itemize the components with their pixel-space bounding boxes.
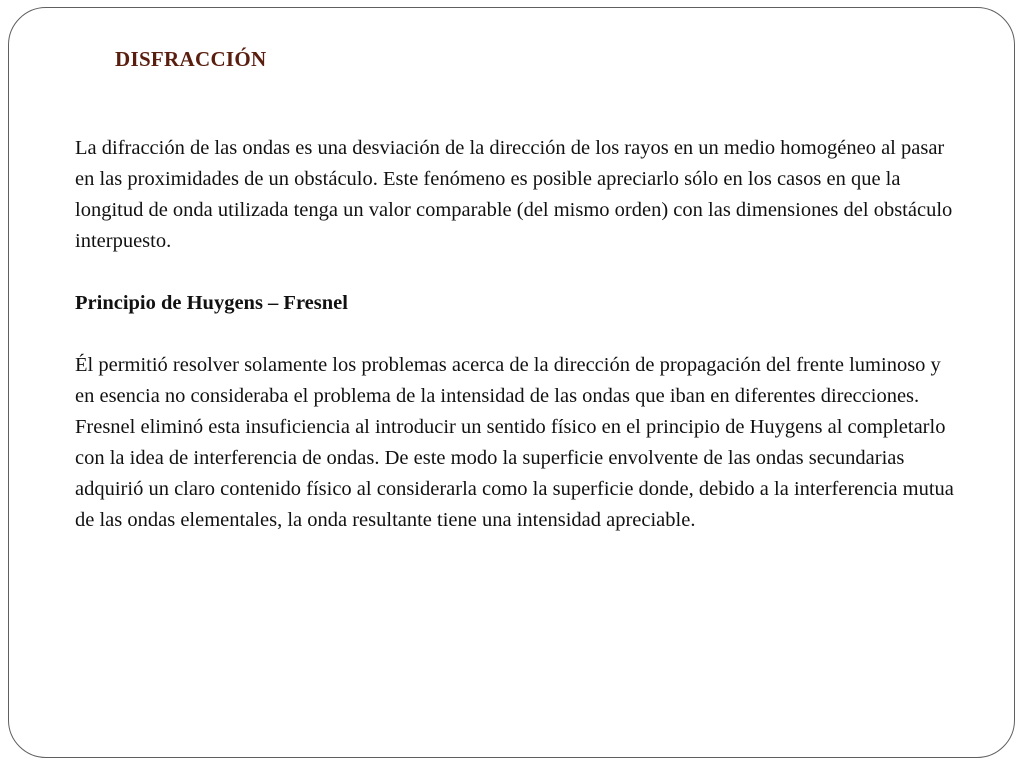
- paragraph-diffraction-definition: La difracción de las ondas es una desviación de la dirección de los rayos en un medio homogéneo al pasar en las proximidades de un obstáculo. Este fenómeno es posible apreciarlo sólo en los casos en que la longitud de onda utilizada tenga un valor comparable (del mismo orden) con las dimensiones del obstáculo interpuesto.: [75, 137, 953, 252]
- spacer: [75, 319, 965, 350]
- slide-content: [75, 133, 965, 536]
- section-heading-huygens-fresnel: Principio de Huygens – Fresnel: [75, 292, 348, 314]
- slide-title: DISFRACCIÓN: [115, 47, 267, 71]
- spacer: [75, 257, 965, 288]
- paragraph-huygens-fresnel-principle: Él permitió resolver solamente los problemas acerca de la dirección de propagación del frente luminoso y en esencia no consideraba el problema de la intensidad de las ondas que iban en diferentes direcciones. Fresnel eliminó esta insuficiencia al introducir un sentido físico en el principio de Huygens al completarlo con la idea de interferencia de ondas. De este modo la superficie envolvente de las ondas secundarias adquirió un claro contenido físico al considerarla como la superficie donde, debido a la interferencia mutua de las ondas elementales, la onda resultante tiene una intensidad apreciable.: [75, 354, 954, 531]
